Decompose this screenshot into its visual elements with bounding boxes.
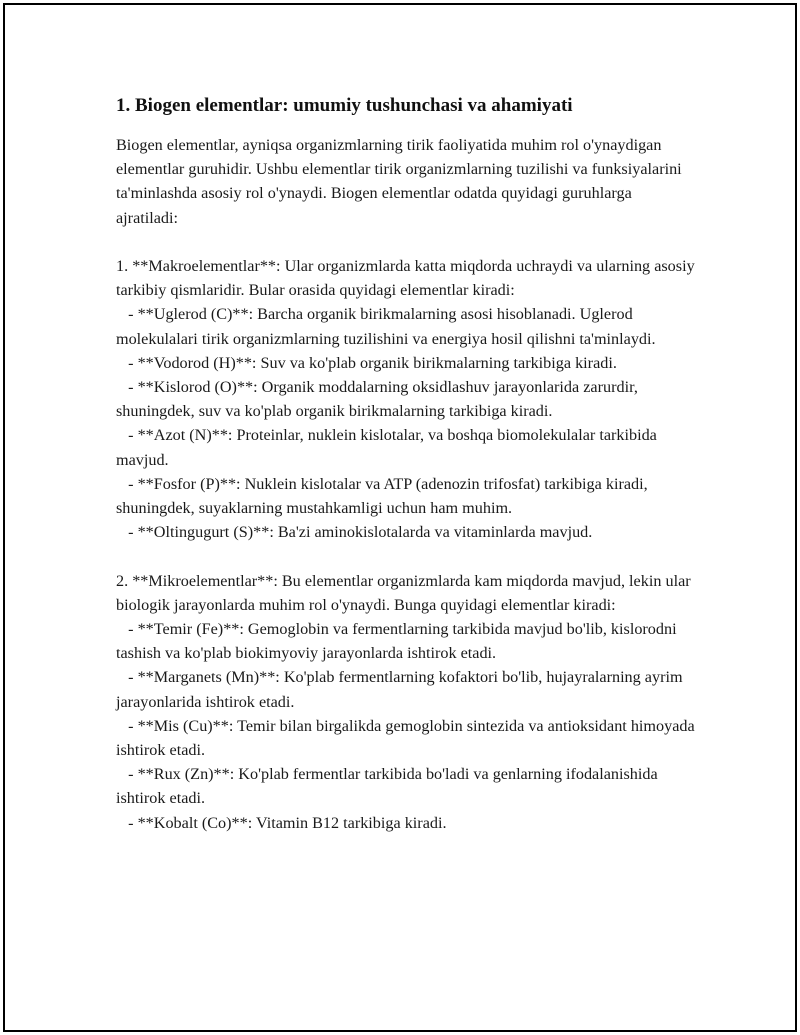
document-heading: 1. Biogen elementlar: umumiy tushunchasi va ahamiyati (116, 95, 573, 116)
document-content (116, 92, 696, 835)
document-body: Biogen elementlar, ayniqsa organizmlarning tirik faoliyatida muhim rol o'ynaydigan elementlar guruhidir. Ushbu elementlar tirik organizmlarning tuzilishi va funksiyalarini ta'minlashda asosiy rol o'ynaydi. Biogen elementlar odatda quyidagi guruhlarga ajratiladi: 1. **Makroelementlar**: Ular organizmlarda katta miqdorda uchraydi va ularning asosiy tarkibiy qismlaridir. Bular orasida quyidagi elementlar kiradi: - **Uglerod (C)**: Barcha organik birikmalarning asosi hisoblanadi. Uglerod molekulalari tirik organizmlarning tuzilishini va energiya hosil qilishni ta'minlaydi. - **Vodorod (H)**: Suv va ko'plab organik birikmalarning tarkibiga kiradi. - **Kislorod (O)**: Organik moddalarning oksidlashuv jarayonlarida zarurdir, shuningdek, suv va ko'plab organik birikmalarning tarkibiga kiradi. - **Azot (N)**: Proteinlar, nuklein kislotalar, va boshqa biomolekulalar tarkibida mavjud. - **Fosfor (P)**: Nuklein kislotalar va ATP (adenozin trifosfat) tarkibiga kiradi, shuningdek, suyaklarning mustahkamligi uchun ham muhim. - **Oltingugurt (S)**: Ba'zi aminokislotalarda va vitaminlarda mavjud. 2. **Mikroelementlar**: Bu elementlar organizmlarda kam miqdorda mavjud, lekin ular biologik jarayonlarda muhim rol o'ynaydi. Bunga quyidagi elementlar kiradi: - **Temir (Fe)**: Gemoglobin va fermentlarning tarkibida mavjud bo'lib, kislorodni tashish va ko'plab biokimyoviy jarayonlarda ishtirok etadi. - **Marganets (Mn)**: Ko'plab fermentlarning kofaktori bo'lib, hujayralarning ayrim jarayonlarida ishtirok etadi. - **Mis (Cu)**: Temir bilan birgalikda gemoglobin sintezida va antioksidant himoyada ishtirok etadi. - **Rux (Zn)**: Ko'plab fermentlar tarkibida bo'ladi va genlarning ifodalanishida ishtirok etadi. - **Kobalt (Co)**: Vitamin B12 tarkibiga kiradi. (116, 136, 695, 832)
